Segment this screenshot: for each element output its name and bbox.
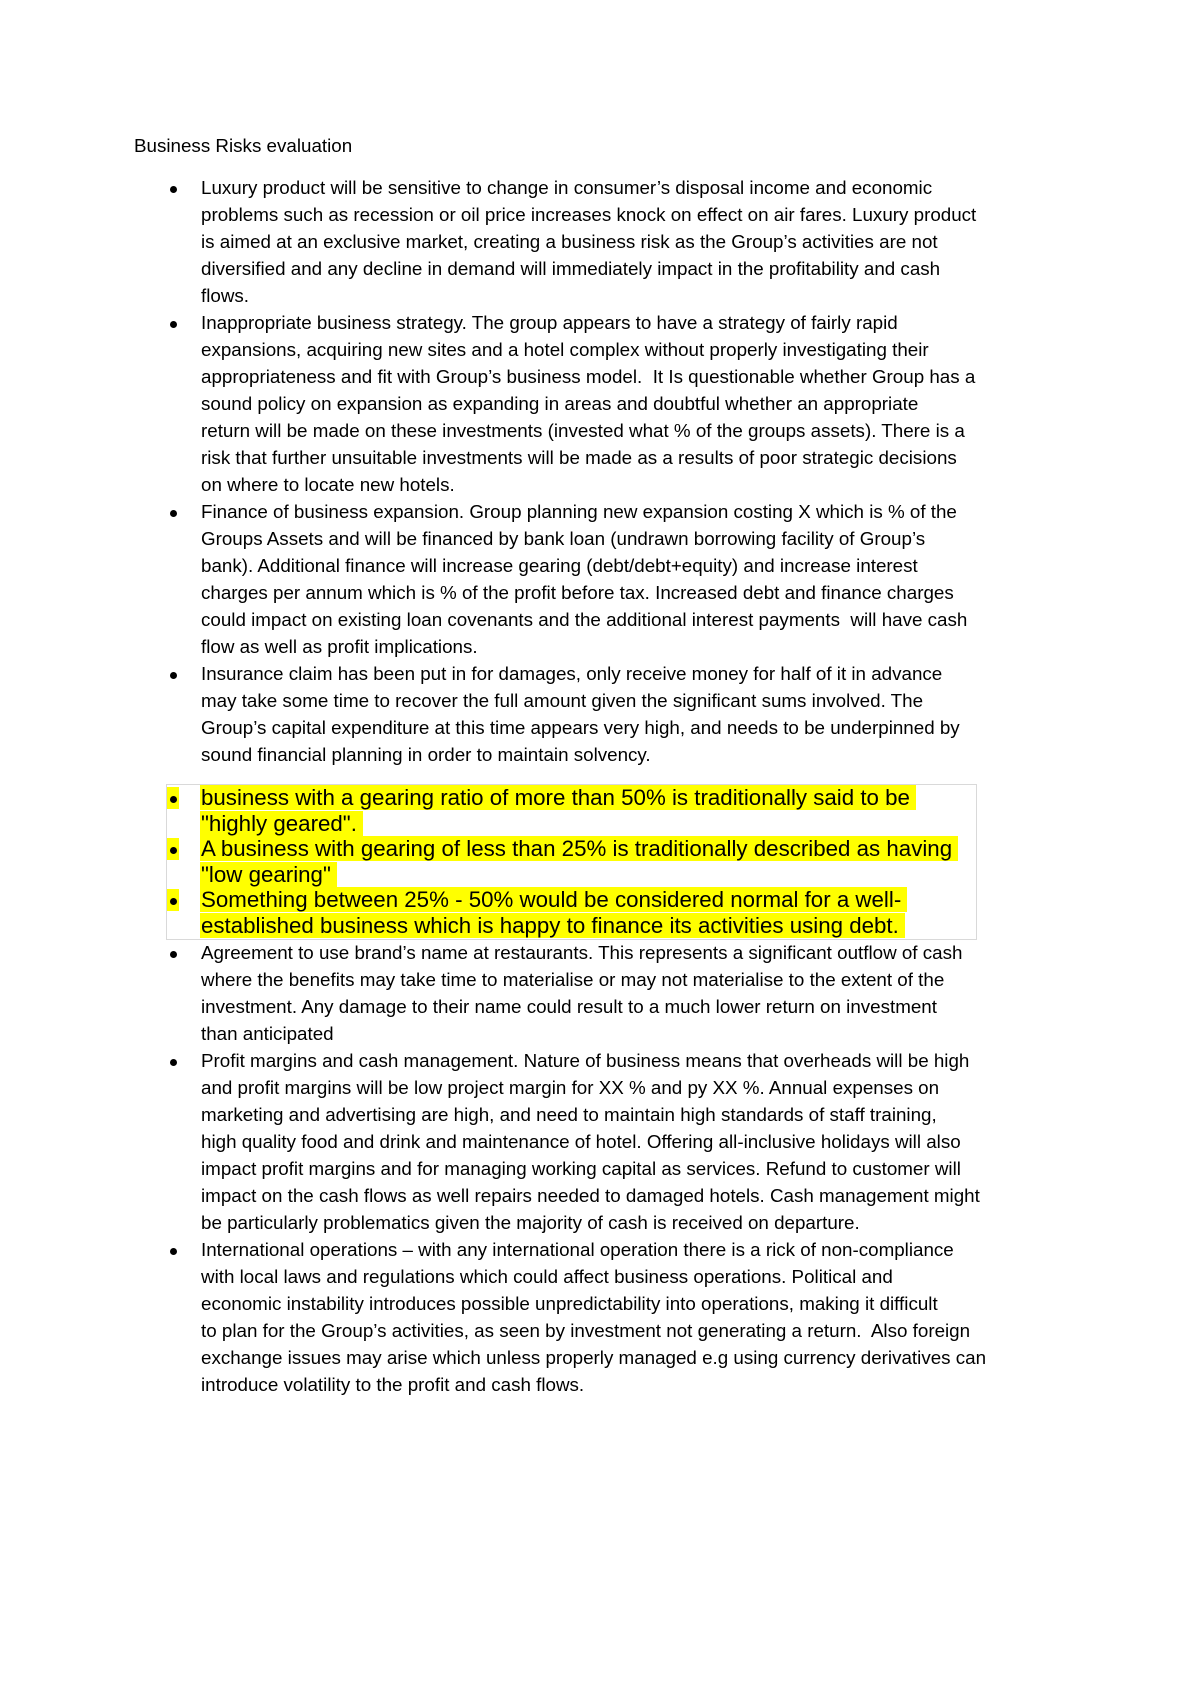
bullet-icon — [170, 672, 177, 679]
bullet-icon — [170, 510, 177, 517]
bullet-icon — [170, 951, 177, 958]
bullet-text-line: impact profit margins and for managing working capital as services. Refund to customer will — [201, 1158, 961, 1179]
bullet-list-top — [201, 174, 1161, 768]
bullet-text-line: appropriateness and fit with Group’s business model. It Is questionable whether Group has a — [201, 366, 976, 387]
bullet-text-line: and profit margins will be low project margin for XX % and py XX %. Annual expenses on — [201, 1077, 940, 1098]
bullet-icon — [170, 186, 177, 193]
highlighted-bullet-item-low-gearing — [201, 836, 971, 887]
bullet-text-line: may take some time to recover the full amount given the significant sums involved. The — [201, 690, 924, 711]
bullet-text-line: risk that further unsuitable investments will be made as a results of poor strategic decisions — [201, 447, 957, 468]
bullet-text-line: International operations – with any international operation there is a rick of non-compliance — [201, 1239, 954, 1260]
highlight-line — [201, 811, 971, 837]
highlighted-text: Something between 25% - 50% would be considered normal for a well- — [200, 887, 907, 912]
bullet-text-line: Inappropriate business strategy. The group appears to have a strategy of fairly rapid — [201, 312, 898, 333]
bullet-text-line: Agreement to use brand’s name at restaurants. This represents a significant outflow of cash — [201, 942, 963, 963]
highlight-line — [201, 785, 971, 811]
bullet-text-line: Finance of business expansion. Group planning new expansion costing X which is % of the — [201, 501, 957, 522]
bullet-text-line: exchange issues may arise which unless properly managed e.g using currency derivatives can — [201, 1347, 987, 1368]
highlighted-bullet-item-normal-gearing — [201, 887, 971, 938]
highlight-box — [166, 784, 977, 940]
bullet-text-line: economic instability introduces possible unpredictability into operations, making it difficult — [201, 1293, 938, 1314]
highlight-box-content — [201, 785, 971, 939]
bullet-icon — [170, 1248, 177, 1255]
bullet-text-line: flows. — [201, 285, 250, 306]
bullet-text-line: Group’s capital expenditure at this time appears very high, and needs to be underpinned by — [201, 717, 960, 738]
bullet-text-line: Insurance claim has been put in for damages, only receive money for half of it in advance — [201, 663, 943, 684]
bullet-text-line: flow as well as profit implications. — [201, 636, 478, 657]
bullet-text-line: with local laws and regulations which could affect business operations. Political and — [201, 1266, 893, 1287]
bullet-text-line: return will be made on these investments (invested what % of the groups assets). There is a — [201, 420, 965, 441]
bullet-text-line: marketing and advertising are high, and need to maintain high standards of staff training, — [201, 1104, 937, 1125]
bullet-item-business-strategy — [201, 309, 1161, 498]
bullet-text-line: problems such as recession or oil price increases knock on effect on air fares. Luxury product — [201, 204, 977, 225]
bullet-text-line: on where to locate new hotels. — [201, 474, 455, 495]
bullet-item-luxury-product — [201, 174, 1161, 309]
bullet-text-line: charges per annum which is % of the profit before tax. Increased debt and finance charges — [201, 582, 954, 603]
highlight-line — [201, 862, 971, 888]
bullet-text-line: Groups Assets and will be financed by bank loan (undrawn borrowing facility of Group’s — [201, 528, 926, 549]
bullet-icon — [167, 787, 179, 809]
highlighted-text: established business which is happy to finance its activities using debt. — [200, 913, 905, 938]
highlight-line — [201, 913, 971, 939]
document-title: Business Risks evaluation — [134, 135, 353, 156]
bullet-text-line: be particularly problematics given the majority of cash is received on departure. — [201, 1212, 860, 1233]
bullet-icon — [167, 838, 179, 860]
bullet-text-line: diversified and any decline in demand will immediately impact in the profitability and cash — [201, 258, 941, 279]
bullet-item-insurance-claim — [201, 660, 1161, 768]
bullet-icon — [170, 321, 177, 328]
highlighted-text: business with a gearing ratio of more than 50% is traditionally said to be — [200, 785, 916, 810]
bullet-text-line: introduce volatility to the profit and cash flows. — [201, 1374, 585, 1395]
highlighted-text: "highly geared". — [200, 811, 363, 836]
bullet-text-line: investment. Any damage to their name could result to a much lower return on investment — [201, 996, 937, 1017]
bullet-text-line: is aimed at an exclusive market, creating a business risk as the Group’s activities are not — [201, 231, 938, 252]
bullet-item-finance-expansion — [201, 498, 1161, 660]
bullet-text-line: could impact on existing loan covenants and the additional interest payments will have cash — [201, 609, 968, 630]
bullet-text-line: impact on the cash flows as well repairs needed to damaged hotels. Cash management might — [201, 1185, 980, 1206]
bullet-text-line: where the benefits may take time to materialise or may not materialise to the extent of the — [201, 969, 945, 990]
bullet-text-line: Profit margins and cash management. Nature of business means that overheads will be high — [201, 1050, 970, 1071]
highlighted-text: A business with gearing of less than 25% is traditionally described as having — [200, 836, 958, 861]
bullet-text-line: sound financial planning in order to maintain solvency. — [201, 744, 651, 765]
bullet-text-line: expansions, acquiring new sites and a hotel complex without properly investigating their — [201, 339, 929, 360]
bullet-item-profit-margins — [201, 1047, 1161, 1236]
bullet-item-brand-agreement — [201, 939, 1161, 1047]
highlight-line — [201, 887, 971, 913]
bullet-list-bottom — [201, 939, 1161, 1398]
bullet-text-line: sound policy on expansion as expanding in areas and doubtful whether an appropriate — [201, 393, 919, 414]
bullet-text-line: high quality food and drink and maintenance of hotel. Offering all-inclusive holidays will also — [201, 1131, 961, 1152]
bullet-text-line: to plan for the Group’s activities, as seen by investment not generating a return. Also foreign — [201, 1320, 971, 1341]
bullet-icon — [170, 1059, 177, 1066]
highlighted-text: "low gearing" — [200, 862, 337, 887]
highlight-line — [201, 836, 971, 862]
bullet-text-line: Luxury product will be sensitive to change in consumer’s disposal income and economic — [201, 177, 933, 198]
bullet-item-international-operations — [201, 1236, 1161, 1398]
highlighted-bullet-item-highly-geared — [201, 785, 971, 836]
bullet-text-line: bank). Additional finance will increase gearing (debt/debt+equity) and increase interest — [201, 555, 918, 576]
bullet-text-line: than anticipated — [201, 1023, 334, 1044]
bullet-icon — [167, 889, 179, 911]
